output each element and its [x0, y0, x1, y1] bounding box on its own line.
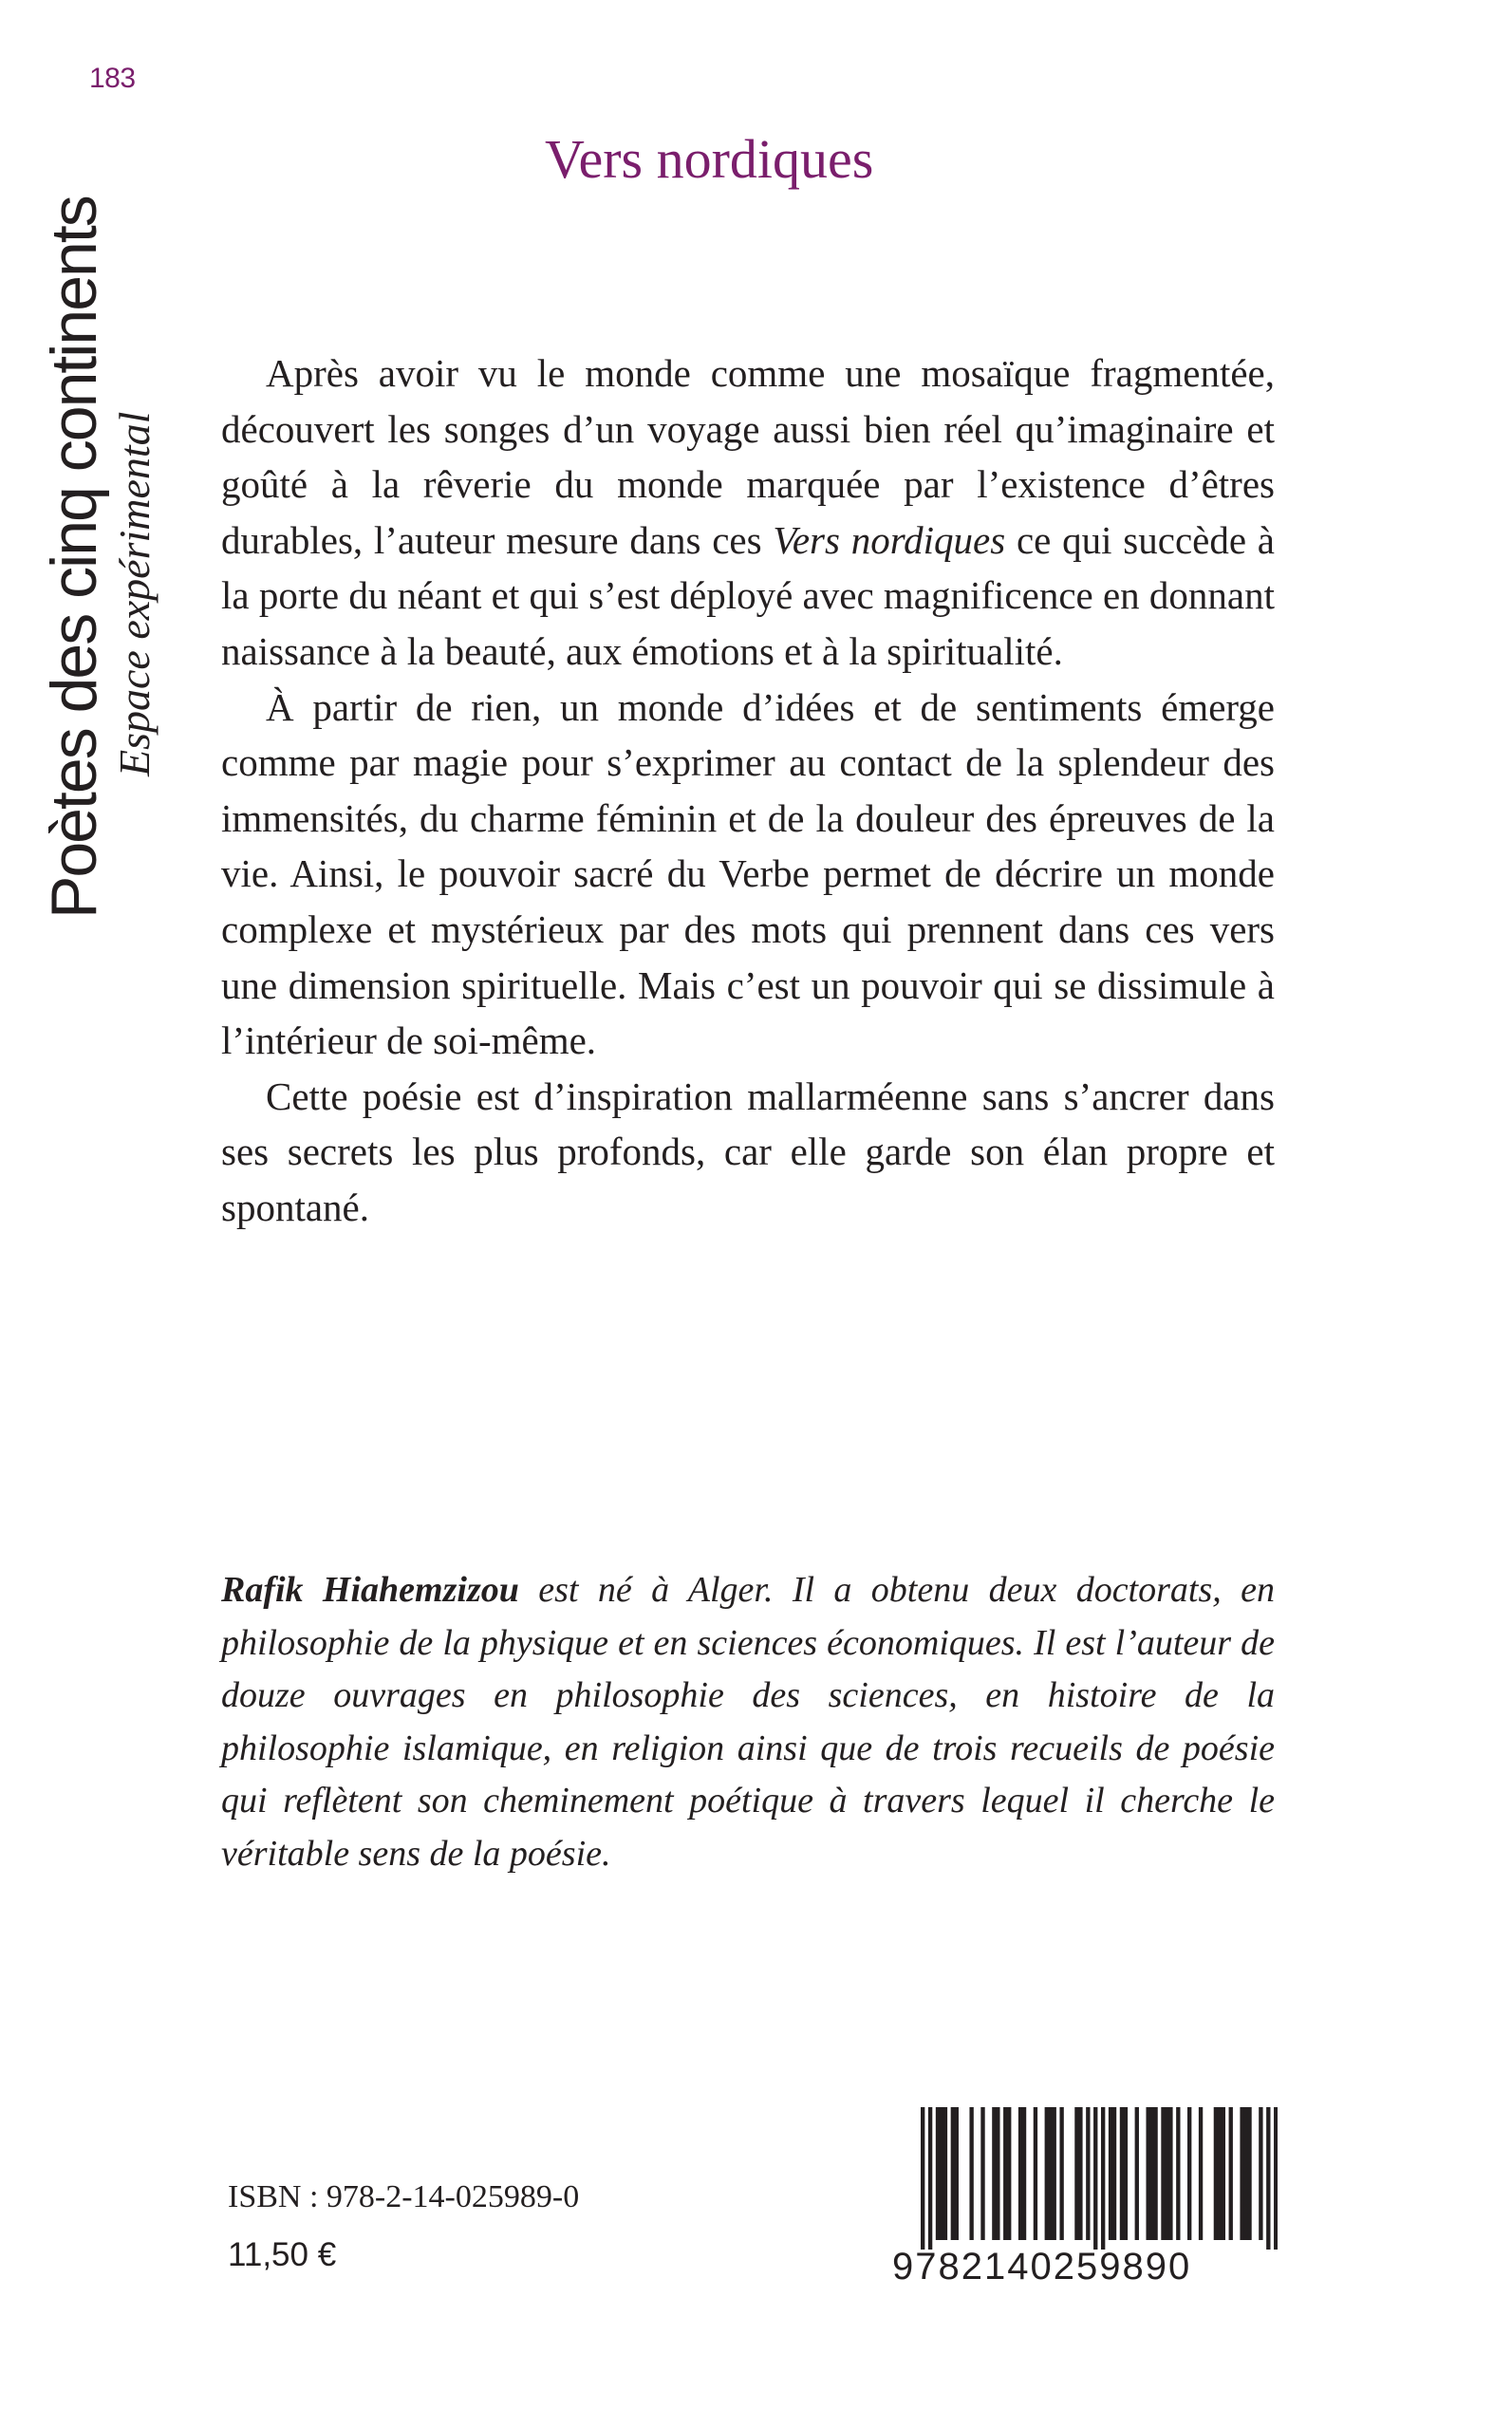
collection-name: Poètes des cinq continents — [38, 196, 110, 919]
barcode-bar — [1274, 2107, 1278, 2250]
barcode-bar — [1222, 2107, 1225, 2240]
barcode-bar — [1161, 2107, 1165, 2240]
barcode-bar — [1086, 2107, 1090, 2240]
barcode-bar — [1049, 2107, 1053, 2240]
blurb-p1-end: ce qui succède à la porte du néant et qui s’est déployé avec magnificence en donnant naissance à la beauté, aux émotions et à la spiritualité. — [221, 517, 1276, 673]
barcode-bar — [943, 2107, 947, 2240]
barcode-bar — [1109, 2107, 1112, 2240]
barcode-bar — [936, 2107, 940, 2240]
barcode-bar — [1093, 2107, 1097, 2250]
blurb-paragraph-3: Cette poésie est d’inspiration mallarméenne sans s’ancrer dans ses secrets les plus profonds, car elle garde son élan propre et spontané. — [221, 1074, 1275, 1229]
isbn: ISBN : 978-2-14-025989-0 — [228, 2179, 580, 2214]
author-bio-paragraph — [221, 1564, 1275, 1880]
price: 11,50 € — [228, 2236, 337, 2273]
barcode-bar — [996, 2107, 999, 2240]
barcode-bar — [1078, 2107, 1082, 2240]
barcode-bar — [992, 2107, 996, 2240]
barcode-bar — [921, 2107, 924, 2250]
barcode-bar — [1135, 2107, 1139, 2240]
author-name: Rafik Hiahemzizou — [221, 1570, 519, 1610]
barcode-bar — [969, 2107, 973, 2240]
barcode-bar — [955, 2107, 959, 2240]
barcode-bar — [1176, 2107, 1180, 2240]
barcode-bar — [951, 2107, 955, 2240]
barcode — [892, 2107, 1278, 2288]
barcode-bar — [1045, 2107, 1049, 2240]
barcode-bar — [1120, 2107, 1124, 2240]
barcode-bar — [1247, 2107, 1251, 2240]
barcode-bar — [1168, 2107, 1172, 2240]
barcode-bar — [1074, 2107, 1078, 2240]
barcode-digits: 9782140259890 — [892, 2246, 1192, 2288]
barcode-bar — [1165, 2107, 1168, 2240]
blurb-paragraph-1 — [221, 345, 1275, 680]
barcode-bar — [1146, 2107, 1149, 2240]
barcode-bar — [1007, 2107, 1011, 2240]
barcode-bar — [980, 2107, 984, 2240]
barcode-bar — [1022, 2107, 1026, 2240]
barcode-bar — [1053, 2107, 1056, 2240]
barcode-bar — [1266, 2107, 1270, 2250]
barcode-bar — [1101, 2107, 1105, 2250]
barcode-bar — [1218, 2107, 1222, 2240]
barcode-bar — [1018, 2107, 1022, 2240]
back-cover-blurb — [221, 345, 1275, 1236]
barcode-bar — [1153, 2107, 1157, 2240]
blurb-p1-start: Après avoir vu le monde comme une mosaïque fragmentée, découvert les songes d’un voyage aussi bien réel qu’imaginaire et goûté à la rêverie du monde marquée par l’existence d’êtres durables, l’auteur mesure dans ces — [221, 351, 1275, 562]
barcode-bar — [1149, 2107, 1153, 2240]
collection-spine — [38, 140, 161, 919]
barcode-bar — [1003, 2107, 1007, 2240]
barcode-bar — [1243, 2107, 1247, 2240]
barcode-bar — [1240, 2107, 1243, 2240]
barcode-bar — [1199, 2107, 1203, 2240]
author-bio-text: est né à Alger. Il a obtenu deux doctorats, en philosophie de la physique et en sciences économiques. Il est l’auteur de douze ouvrages en philosophie des sciences, en histoire de la philosophie islamique, en religion ainsi que de trois recueils de poésie qui reflètent son cheminement poétique à travers lequel il cherche le véritable sens de la poésie. — [221, 1570, 1275, 1874]
barcode-bar — [1112, 2107, 1116, 2240]
barcode-bar — [1059, 2107, 1063, 2240]
barcode-bar — [940, 2107, 943, 2240]
subcollection-name: Espace expérimental — [110, 411, 159, 776]
barcode-bars — [921, 2107, 1278, 2250]
barcode-bar — [1124, 2107, 1128, 2240]
blurb-paragraph-2: À partir de rien, un monde d’idées et de sentiments émerge comme par magie pour s’exprimer au contact de la splendeur des immensités, du charme féminin et de la douleur des épreuves de la vie. Ainsi, le pouvoir sacré du Verbe permet de décrire un monde complexe et mystérieux par des mots qui prennent dans ces vers une dimension spirituelle. Mais c’est un pouvoir qui se dissimule à l’intérieur de soi-même. — [221, 684, 1275, 1063]
series-number: 183 — [89, 63, 136, 94]
barcode-bar — [1034, 2107, 1037, 2240]
barcode-bar — [1259, 2107, 1262, 2240]
book-title: Vers nordiques — [545, 128, 874, 190]
author-bio — [221, 1564, 1275, 1880]
barcode-bar — [1229, 2107, 1233, 2240]
barcode-bar — [1187, 2107, 1191, 2240]
blurb-p1-title: Vers nordiques — [773, 517, 1006, 562]
barcode-bar — [1214, 2107, 1218, 2240]
barcode-bar — [928, 2107, 932, 2250]
